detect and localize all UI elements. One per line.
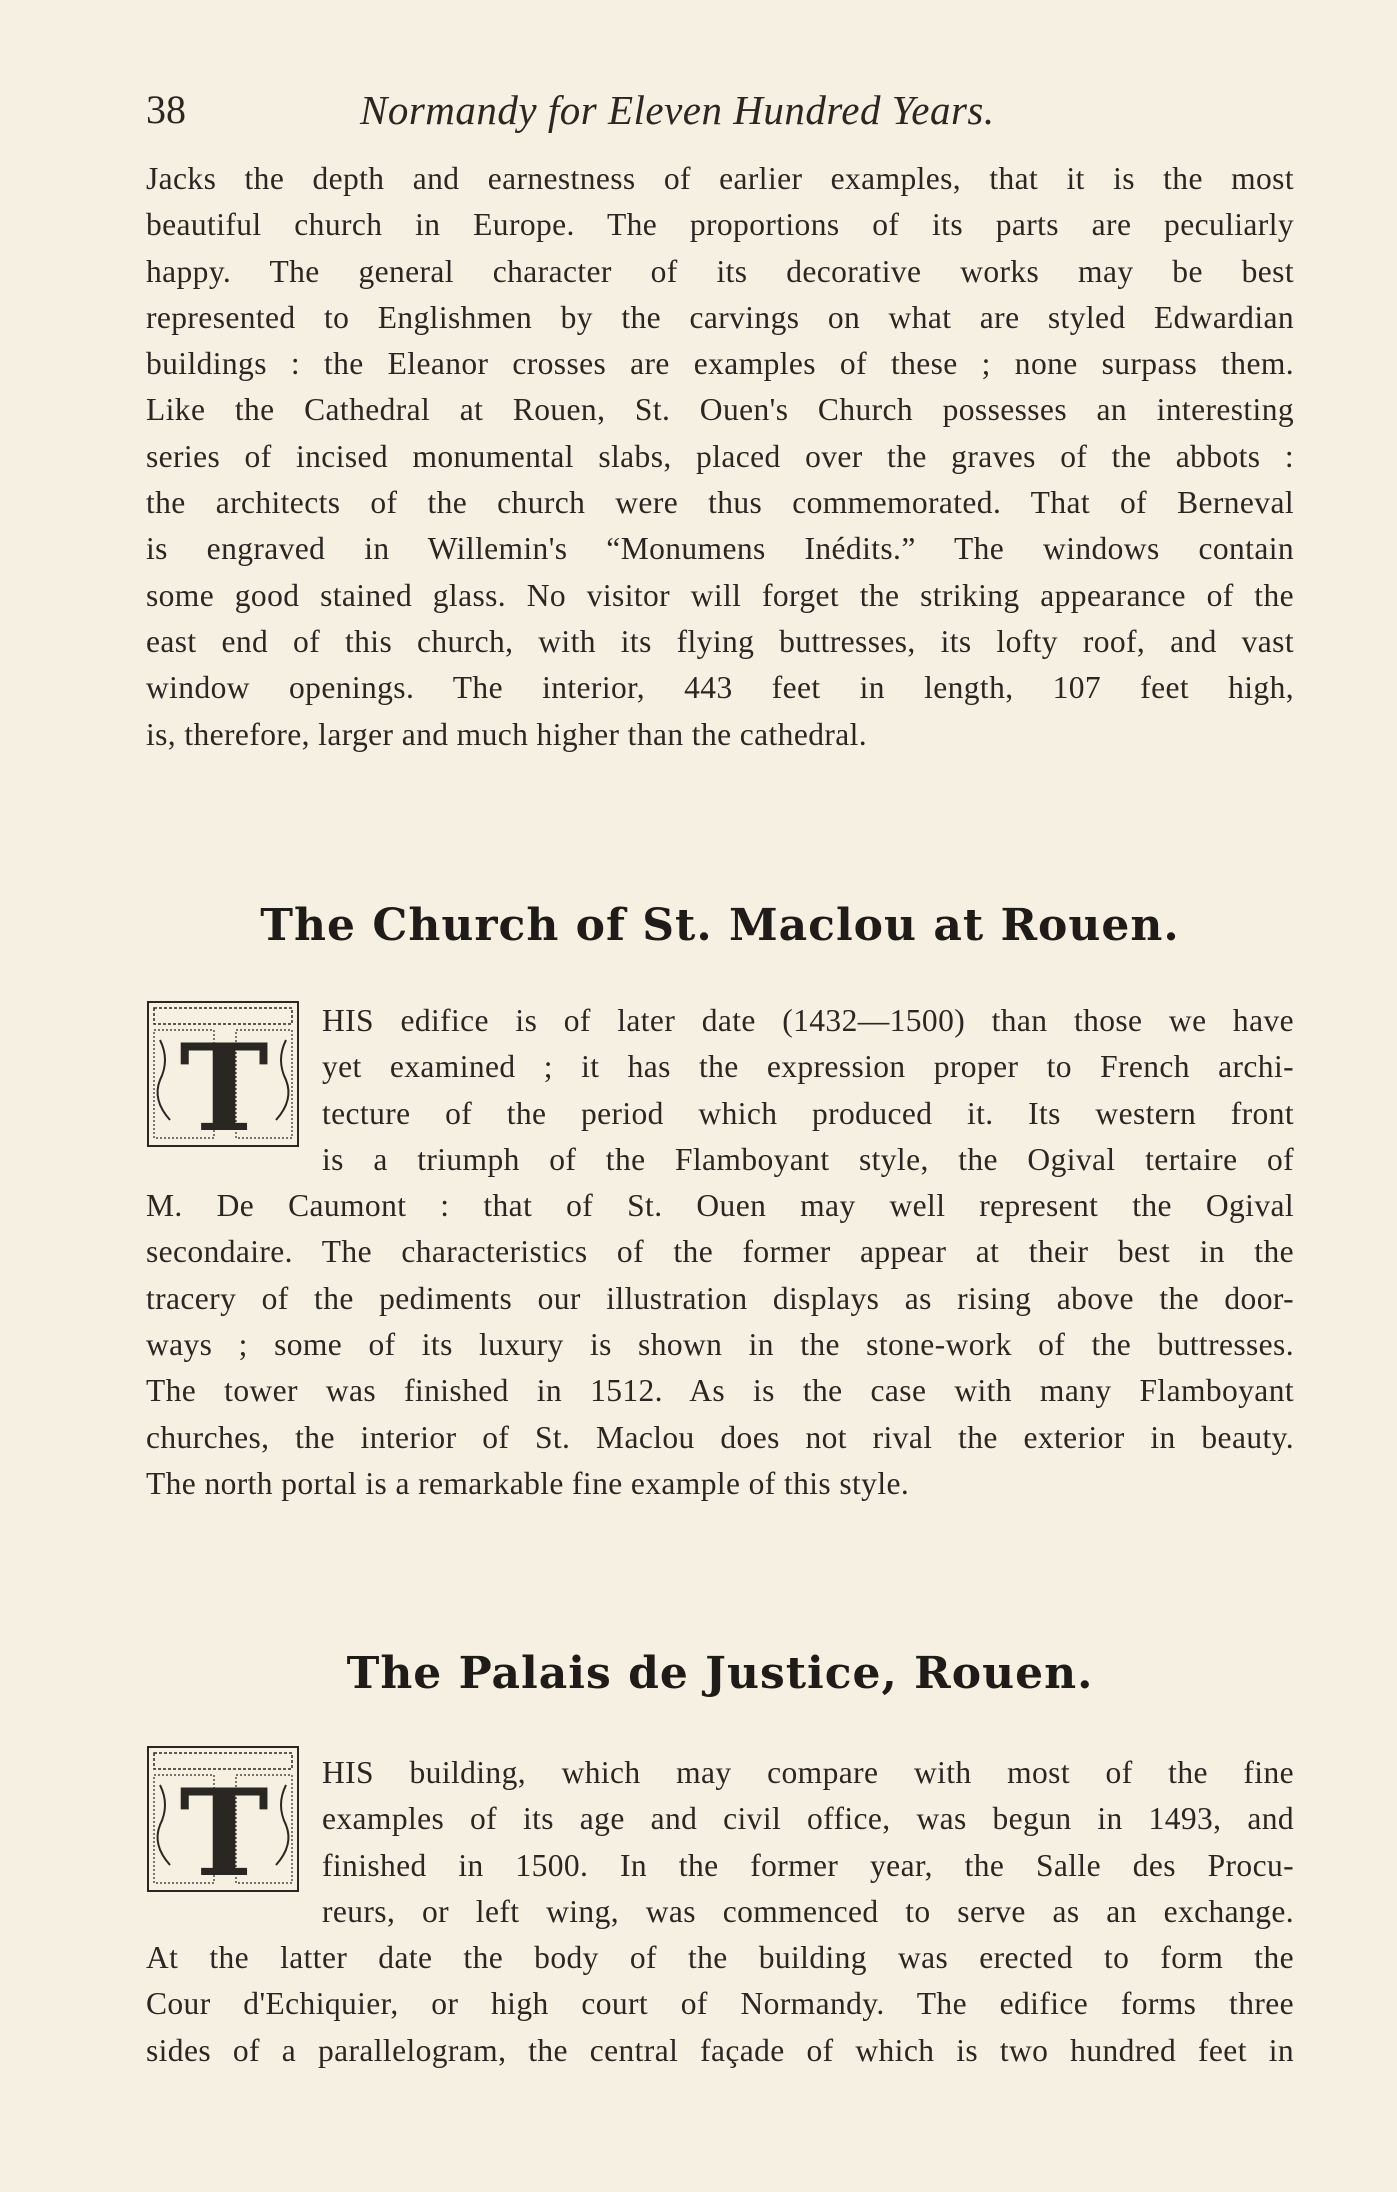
text-line: window openings. The interior, 443 feet in length, 107 feet high, xyxy=(146,670,1294,706)
section-heading-st-maclou: The Church of St. Maclou at Rouen. xyxy=(260,900,1180,951)
text-line: At the latter date the body of the building was erected to form the xyxy=(146,1940,1294,1976)
text-line: Cour d'Echiquier, or high court of Normandy. The edifice forms three xyxy=(146,1986,1294,2022)
text-line: The north portal is a remarkable fine example of this style. xyxy=(146,1465,910,1501)
text-line: some good stained glass. No visitor will forget the striking appearance of the xyxy=(146,577,1294,613)
text-line: east end of this church, with its flying buttresses, its lofty roof, and vast xyxy=(146,623,1294,659)
text-line: churches, the interior of St. Maclou does not rival the exterior in beauty. xyxy=(146,1419,1294,1455)
running-head xyxy=(146,86,1294,142)
page-number: 38 xyxy=(146,87,186,132)
section-heading-palais-de-justice: The Palais de Justice, Rouen. xyxy=(346,1648,1094,1699)
text-line: sides of a parallelogram, the central façade of which is two hundred feet in xyxy=(146,2032,1294,2068)
text-line: yet examined ; it has the expression proper to French archi- xyxy=(322,1049,1294,1085)
text-line: ways ; some of its luxury is shown in the stone-work of the buttresses. xyxy=(146,1327,1294,1363)
text-line: secondaire. The characteristics of the former appear at their best in the xyxy=(146,1234,1294,1270)
text-line: beautiful church in Europe. The proportions of its parts are peculiarly xyxy=(146,207,1294,243)
text-line: examples of its age and civil office, was begun in 1493, and xyxy=(322,1801,1294,1837)
text-line: HIS building, which may compare with most of the fine xyxy=(322,1755,1294,1790)
text-line: finished in 1500. In the former year, the Salle des Procu- xyxy=(322,1847,1294,1883)
text-line: is a triumph of the Flamboyant style, the Ogival tertaire of xyxy=(322,1141,1294,1177)
text-line: buildings : the Eleanor crosses are examples of these ; none surpass them. xyxy=(146,346,1294,382)
text-line: the architects of the church were thus commemorated. That of Berneval xyxy=(146,485,1294,521)
text-line: The tower was finished in 1512. As is the case with many Flamboyant xyxy=(146,1373,1294,1409)
text-line: reurs, or left wing, was commenced to serve as an exchange. xyxy=(322,1893,1294,1929)
text-line: series of incised monumental slabs, placed over the graves of the abbots : xyxy=(146,438,1294,474)
initial-letter: T xyxy=(179,1018,269,1150)
text-line: tracery of the pediments our illustration displays as rising above the door- xyxy=(146,1280,1294,1316)
initial-letter: T xyxy=(179,1763,269,1895)
text-line: is, therefore, larger and much higher than the cathedral. xyxy=(146,716,868,752)
st-maclou-paragraph xyxy=(146,998,1294,1507)
running-title: Normandy for Eleven Hundred Years. xyxy=(360,87,995,133)
text-line: tecture of the period which produced it. Its western front xyxy=(322,1095,1294,1131)
text-line: HIS edifice is of later date (1432—1500) than those we have xyxy=(322,1003,1294,1038)
intro-paragraph xyxy=(146,156,1294,758)
palais-de-justice-paragraph xyxy=(146,1750,1294,2074)
text-line: Like the Cathedral at Rouen, St. Ouen's Church possesses an interesting xyxy=(146,392,1294,428)
text-line: M. De Caumont : that of St. Ouen may well represent the Ogival xyxy=(146,1188,1294,1224)
text-line: is engraved in Willemin's “Monumens Inédits.” The windows contain xyxy=(146,531,1294,567)
text-line: represented to Englishmen by the carvings on what are styled Edwardian xyxy=(146,299,1294,335)
text-line: Jacks the depth and earnestness of earlier examples, that it is the most xyxy=(146,161,1294,196)
text-line: happy. The general character of its decorative works may be best xyxy=(146,253,1294,289)
